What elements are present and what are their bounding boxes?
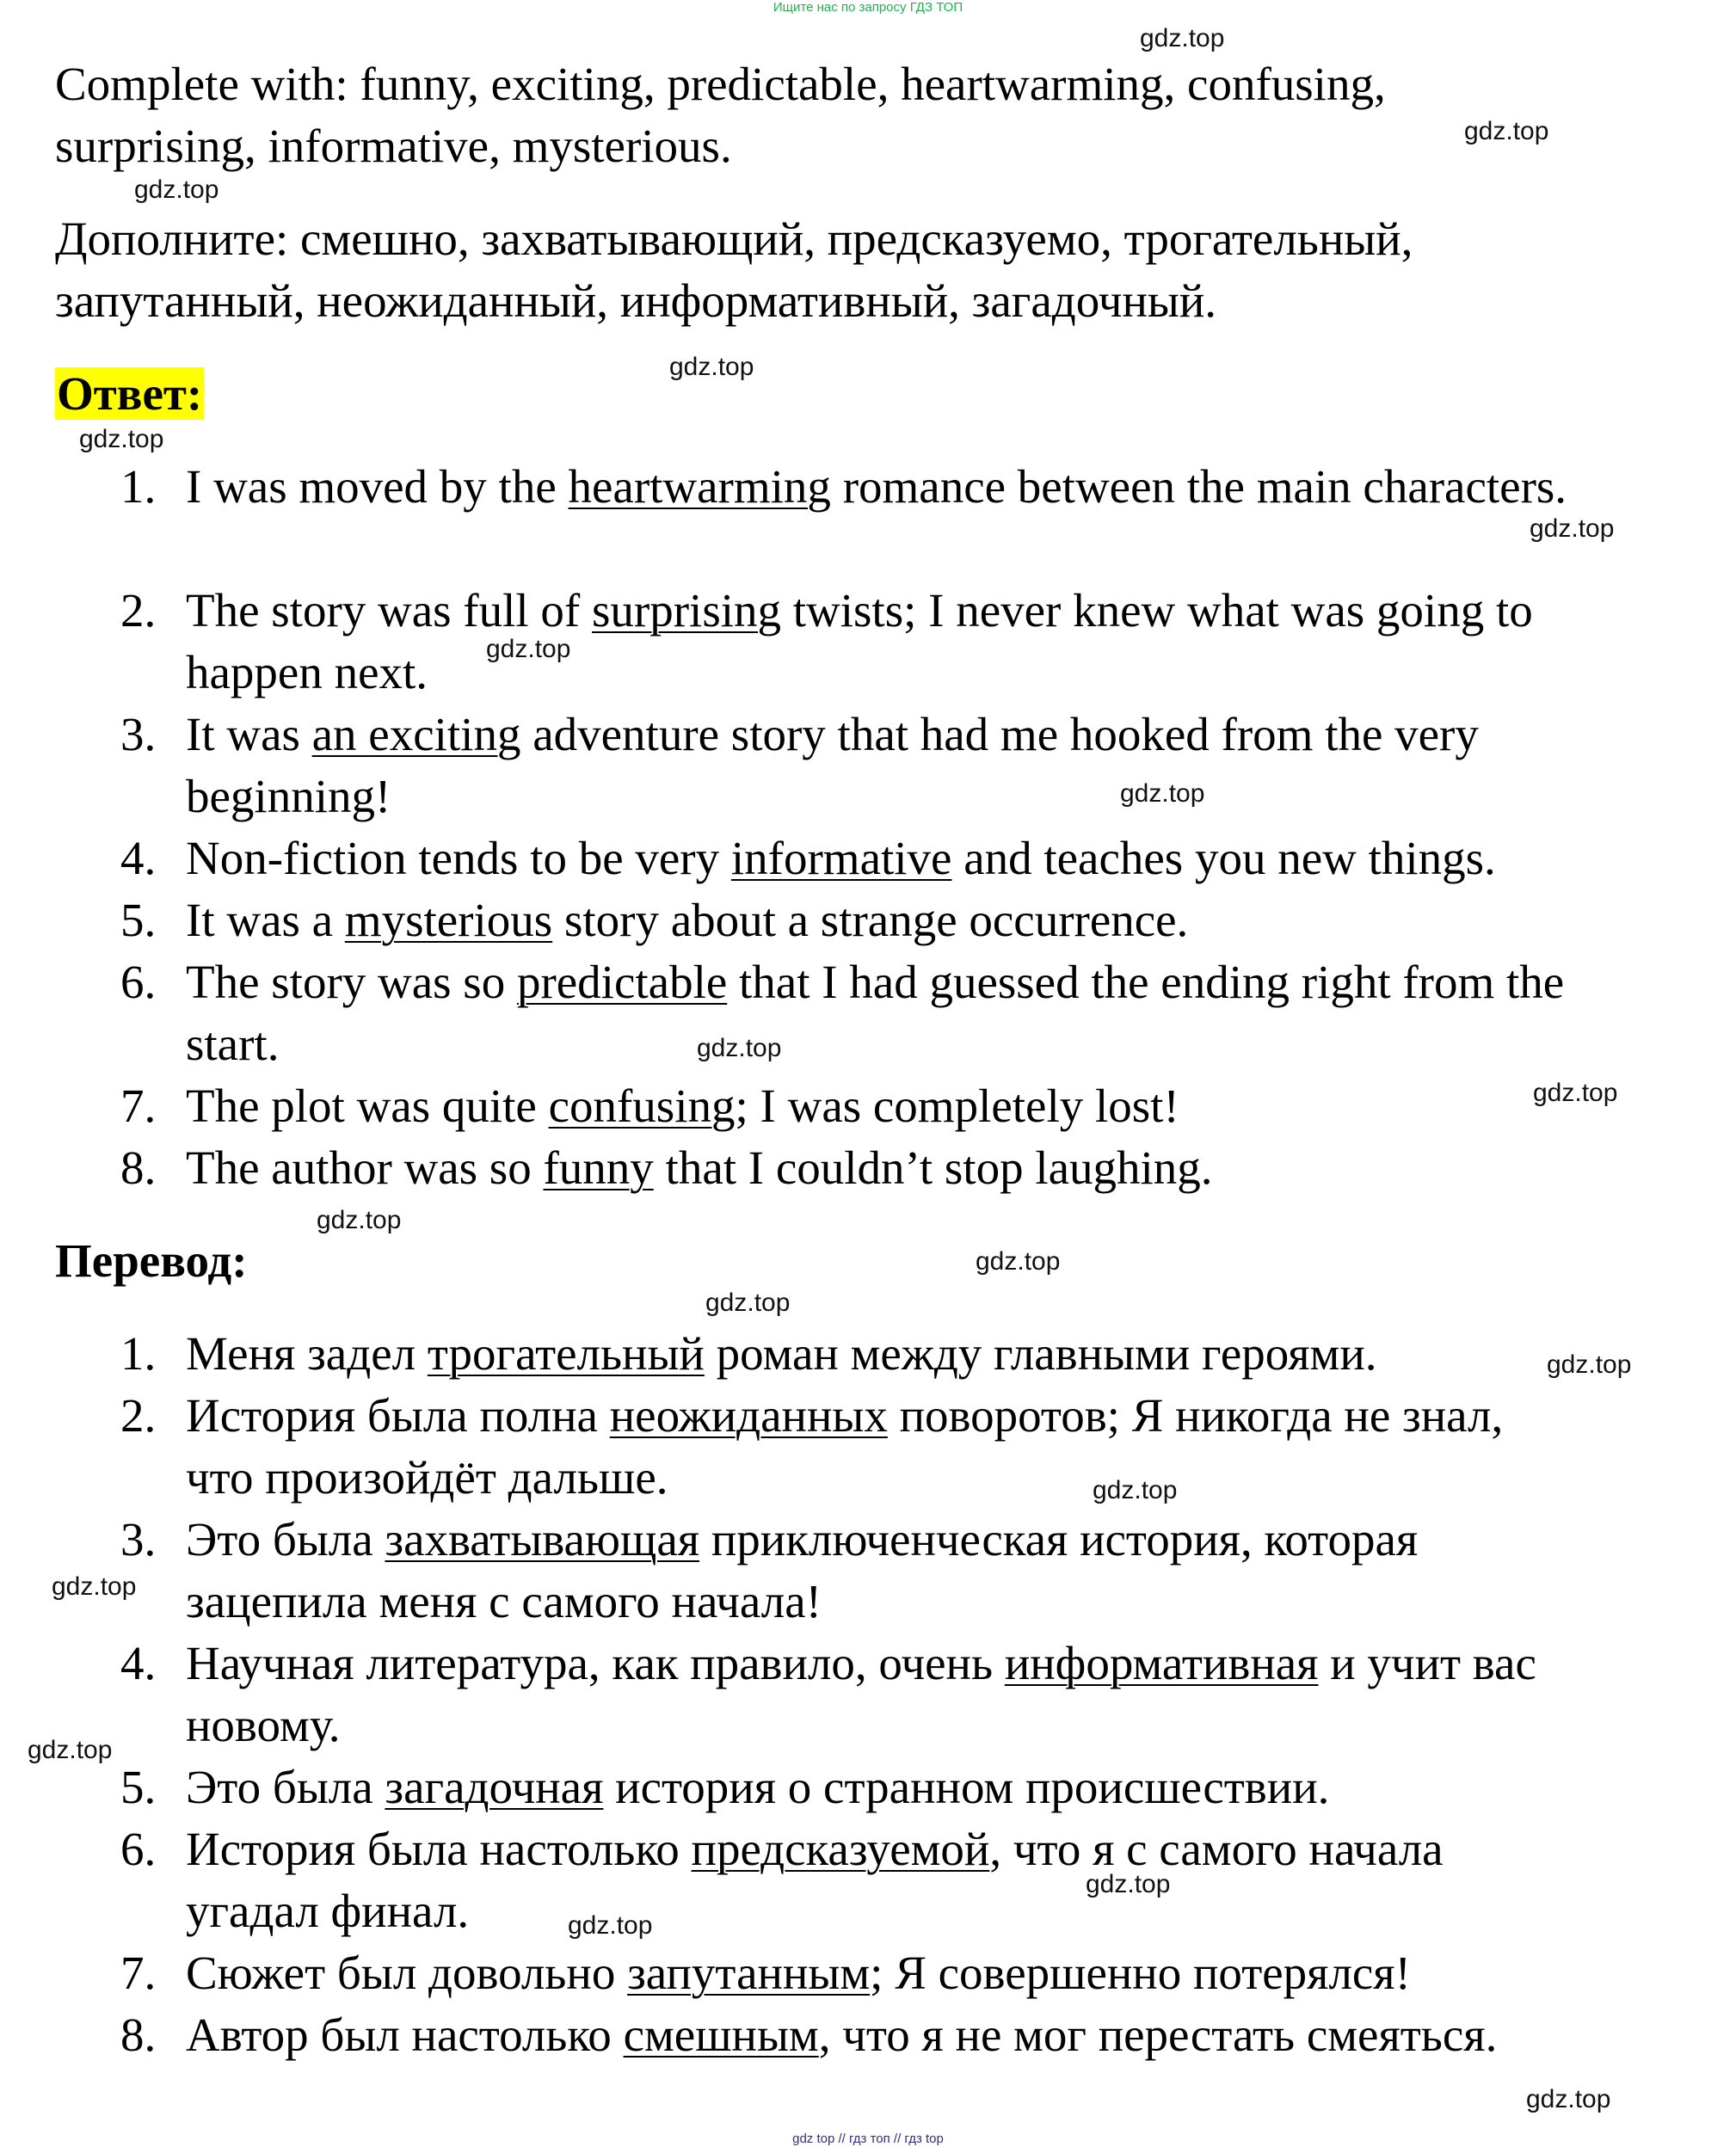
watermark: gdz.top [1547, 1350, 1632, 1379]
item-text [186, 1075, 1579, 1137]
item-text-pre: It was a [186, 894, 345, 946]
item-number: 1. [120, 460, 157, 513]
answer-word: трогательный [427, 1327, 705, 1380]
watermark: gdz.top [1526, 2085, 1611, 2113]
item-text [186, 951, 1579, 1075]
answer-word: предсказуемой [691, 1823, 990, 1875]
answer-word: an exciting [311, 708, 521, 760]
item-text [186, 1385, 1579, 1509]
answer-word: загадочная [385, 1761, 604, 1813]
item-text [186, 456, 1579, 518]
watermark: gdz.top [568, 1911, 653, 1940]
item-text [186, 2004, 1579, 2066]
item-text [186, 1509, 1579, 1633]
answer-word: surprising [592, 584, 781, 637]
item-number: 5. [120, 1761, 157, 1813]
item-text [186, 580, 1579, 704]
watermark: gdz.top [28, 1736, 113, 1764]
answer-word: heartwarming [568, 460, 831, 513]
item-text [186, 889, 1579, 951]
answer-word: mysterious [344, 894, 553, 946]
item-text-pre: История была настолько [186, 1823, 692, 1875]
item-text [186, 827, 1579, 889]
item-number: 8. [120, 1141, 157, 1194]
item-text-pre: The story was full of [186, 584, 592, 637]
item-text [186, 1137, 1579, 1199]
item-text [186, 1633, 1579, 1756]
item-text-post: twists; I never knew what was going to happen next. [186, 584, 1533, 698]
item-text-pre: The story was so [186, 956, 517, 1008]
item-text [186, 704, 1579, 827]
item-text-post: ; Я совершенно потерялся! [870, 1947, 1411, 1999]
watermark: gdz.top [486, 635, 571, 663]
item-text-post: and teaches you new things. [951, 832, 1496, 884]
item-text-pre: It was [186, 708, 312, 760]
item-text-pre: Это была [186, 1513, 385, 1566]
item-text-pre: Научная литература, как правило, очень [186, 1637, 1005, 1689]
item-number: 1. [120, 1327, 157, 1380]
task-russian [55, 208, 1517, 332]
item-text-pre: Non-fiction tends to be very [186, 832, 731, 884]
answer-heading-text: Ответ: [57, 367, 203, 420]
watermark: gdz.top [52, 1572, 137, 1601]
answer-word: информативная [1004, 1637, 1319, 1689]
item-text-pre: Сюжет был довольно [186, 1947, 628, 1999]
item-text-pre: The author was so [186, 1141, 544, 1194]
watermark: gdz.top [1086, 1870, 1171, 1898]
answer-word: funny [543, 1141, 654, 1194]
answer-word: неожиданных [609, 1389, 888, 1442]
item-text-pre: The plot was quite [186, 1080, 549, 1132]
item-text-post: adventure story that had me hooked from the very beginning! [186, 708, 1479, 822]
item-number: 5. [120, 894, 157, 946]
watermark: gdz.top [697, 1034, 782, 1062]
item-text-pre: I was moved by the [186, 460, 569, 513]
item-number: 3. [120, 1513, 157, 1566]
answer-word: informative [730, 832, 952, 884]
item-number: 7. [120, 1947, 157, 1999]
item-text-pre: История была полна [186, 1389, 610, 1442]
watermark: gdz.top [1533, 1079, 1618, 1107]
answer-word: захватывающая [385, 1513, 700, 1566]
translation-heading: Перевод: [55, 1234, 248, 1287]
item-text [186, 1818, 1579, 1942]
item-text-post: приключенческая история, которая зацепила меня с самого начала! [186, 1513, 1419, 1627]
item-text-post: роман между главными героями. [704, 1327, 1377, 1380]
watermark: gdz.top [1140, 24, 1225, 52]
item-text-post: поворотов; Я никогда не знал, что произойдёт дальше. [186, 1389, 1504, 1504]
footer-banner[interactable]: gdz top // гдз топ // гдз top [792, 2131, 944, 2146]
item-text-pre: Автор был настолько [186, 2008, 624, 2061]
item-text-pre: Меня задел [186, 1327, 428, 1380]
watermark: gdz.top [1120, 779, 1205, 808]
item-text-post: romance between the main characters. [830, 460, 1567, 513]
item-text-pre: Это была [186, 1761, 385, 1813]
item-text-post: that I had guessed the ending right from the start. [186, 956, 1565, 1070]
watermark: gdz.top [976, 1247, 1061, 1276]
item-number: 4. [120, 832, 157, 884]
item-text-post: , что я с самого начала угадал финал. [186, 1823, 1444, 1937]
item-text-post: и учит вас новому. [186, 1637, 1536, 1751]
answer-word: запутанным [627, 1947, 871, 1999]
watermark: gdz.top [705, 1289, 791, 1317]
task-russian-line-2: запутанный, неожиданный, информативный, загадочный. [55, 274, 1217, 327]
item-number: 2. [120, 584, 157, 637]
watermark: gdz.top [1093, 1476, 1178, 1504]
item-text [186, 1756, 1579, 1818]
header-banner[interactable]: Ищите нас по запросу ГДЗ ТОП [773, 0, 963, 15]
task-english-line-1: Complete with: funny, exciting, predictable, heartwarming, confusing, [55, 58, 1386, 110]
answer-word: predictable [516, 956, 728, 1008]
item-number: 6. [120, 1823, 157, 1875]
watermark: gdz.top [134, 175, 219, 204]
answer-word: смешным [623, 2008, 819, 2061]
item-text [186, 1942, 1579, 2004]
task-english-line-2: surprising, informative, mysterious. [55, 120, 732, 172]
item-text [186, 1323, 1579, 1385]
watermark: gdz.top [669, 353, 754, 381]
task-russian-line-1: Дополните: смешно, захватывающий, предсказуемо, трогательный, [55, 212, 1413, 265]
item-number: 6. [120, 956, 157, 1008]
item-number: 3. [120, 708, 157, 760]
item-number: 4. [120, 1637, 157, 1689]
item-text-post: story about a strange occurrence. [552, 894, 1189, 946]
watermark: gdz.top [1464, 117, 1549, 145]
answer-heading [55, 363, 204, 425]
task-english [55, 53, 1517, 177]
watermark: gdz.top [317, 1206, 402, 1234]
item-number: 2. [120, 1389, 157, 1442]
answer-word: confusing [548, 1080, 736, 1132]
item-number: 8. [120, 2008, 157, 2061]
item-number: 7. [120, 1080, 157, 1132]
item-text-post: , что я не мог перестать смеяться. [818, 2008, 1498, 2061]
watermark: gdz.top [79, 425, 164, 453]
watermark: gdz.top [1530, 514, 1615, 543]
item-text-post: ; I was completely lost! [735, 1080, 1179, 1132]
item-text-post: that I couldn’t stop laughing. [653, 1141, 1213, 1194]
item-text-post: история о странном происшествии. [603, 1761, 1330, 1813]
